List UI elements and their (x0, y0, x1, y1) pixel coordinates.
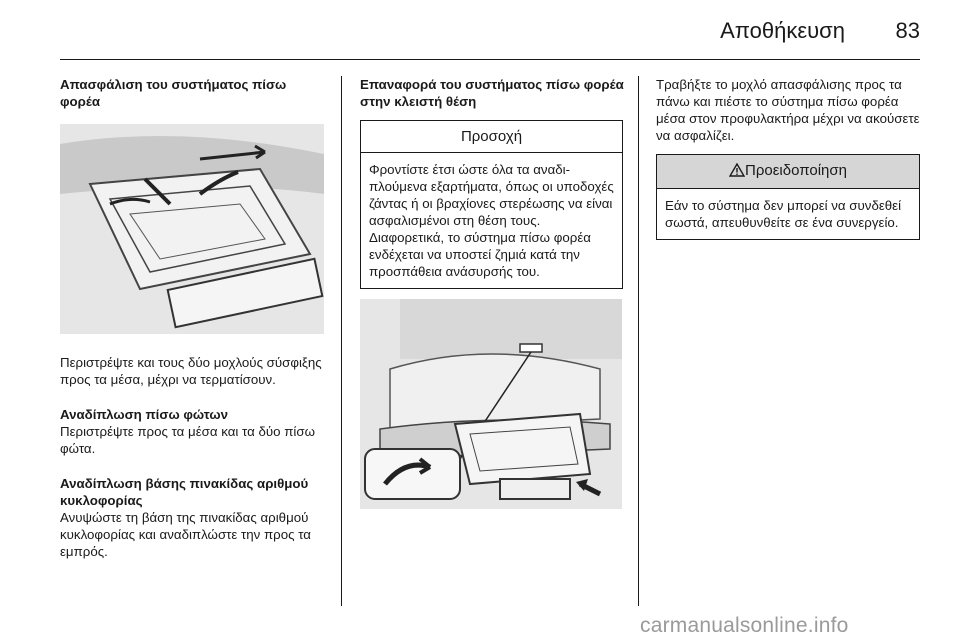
paragraph-rotate-levers: Περιστρέψτε και τους δύο μοχλούς σύσφιξης προς τα μέσα, μέχρι να τερματίσουν. (60, 355, 322, 387)
paragraph-fold-lights: Περιστρέψτε προς τα μέσα και τα δύο πίσω φώτα. (60, 424, 315, 456)
page-header-title: Αποθήκευση (720, 18, 845, 43)
warning-triangle-icon (729, 163, 745, 181)
column-divider-1 (341, 76, 342, 606)
bike-carrier-unlock-illustration (60, 124, 324, 334)
section-heading-retract: Επαναφορά του συστήματος πίσω φορέα στην κλειστή θέση (360, 77, 624, 109)
caution-title: Προσοχή (361, 121, 622, 153)
section-heading-unlock: Απασφάλιση του συστήματος πίσω φορέα (60, 77, 287, 109)
subheading-fold-plate: Αναδίπλωση βάσης πινακίδας αριθμού κυκλοφορίας (60, 476, 309, 508)
column-2 (360, 76, 624, 509)
paragraph-pull-lever: Τραβήξτε το μοχλό απασφάλισης προς τα πάνω και πιέστε το σύστημα πίσω φορέα μέσα στον προφυλακτήρα μέχρι να ακούσετε να ασφαλίζει. (656, 77, 920, 143)
caution-box (360, 120, 623, 289)
bike-carrier-stow-illustration (360, 299, 622, 509)
warning-header (657, 155, 919, 189)
page-number: 83 (895, 18, 920, 43)
column-divider-2 (638, 76, 639, 606)
paragraph-fold-plate: Ανυψώστε τη βάση της πινακίδας αριθμού κυκλοφορίας και αναδιπλώστε την προς τα εμπρός. (60, 510, 311, 559)
warning-text: Εάν το σύστημα δεν μπορεί να συνδεθεί σωστά, απευθυνθείτε σε ένα συνεργείο. (665, 198, 902, 230)
watermark: carmanualsonline.info (640, 614, 849, 637)
column-3 (656, 76, 920, 240)
caution-text: Φροντίστε έτσι ώστε όλα τα αναδιπλούμενα εξαρτήματα, όπως οι υποδοχές ζάντας ή οι βραχίονες στερέωσης να είναι ασφαλισμένοι στη θέση τους. Διαφορετικά, το σύστημα πίσω φορέα ενδέχεται να υποστεί ζημιά κατά την προσπάθεια ανάσυρσής του. (369, 162, 614, 279)
warning-title: Προειδοποίηση (745, 162, 847, 179)
column-1 (60, 76, 324, 578)
header-rule (60, 59, 920, 60)
warning-box (656, 154, 920, 240)
subheading-fold-lights: Αναδίπλωση πίσω φώτων (60, 407, 228, 422)
